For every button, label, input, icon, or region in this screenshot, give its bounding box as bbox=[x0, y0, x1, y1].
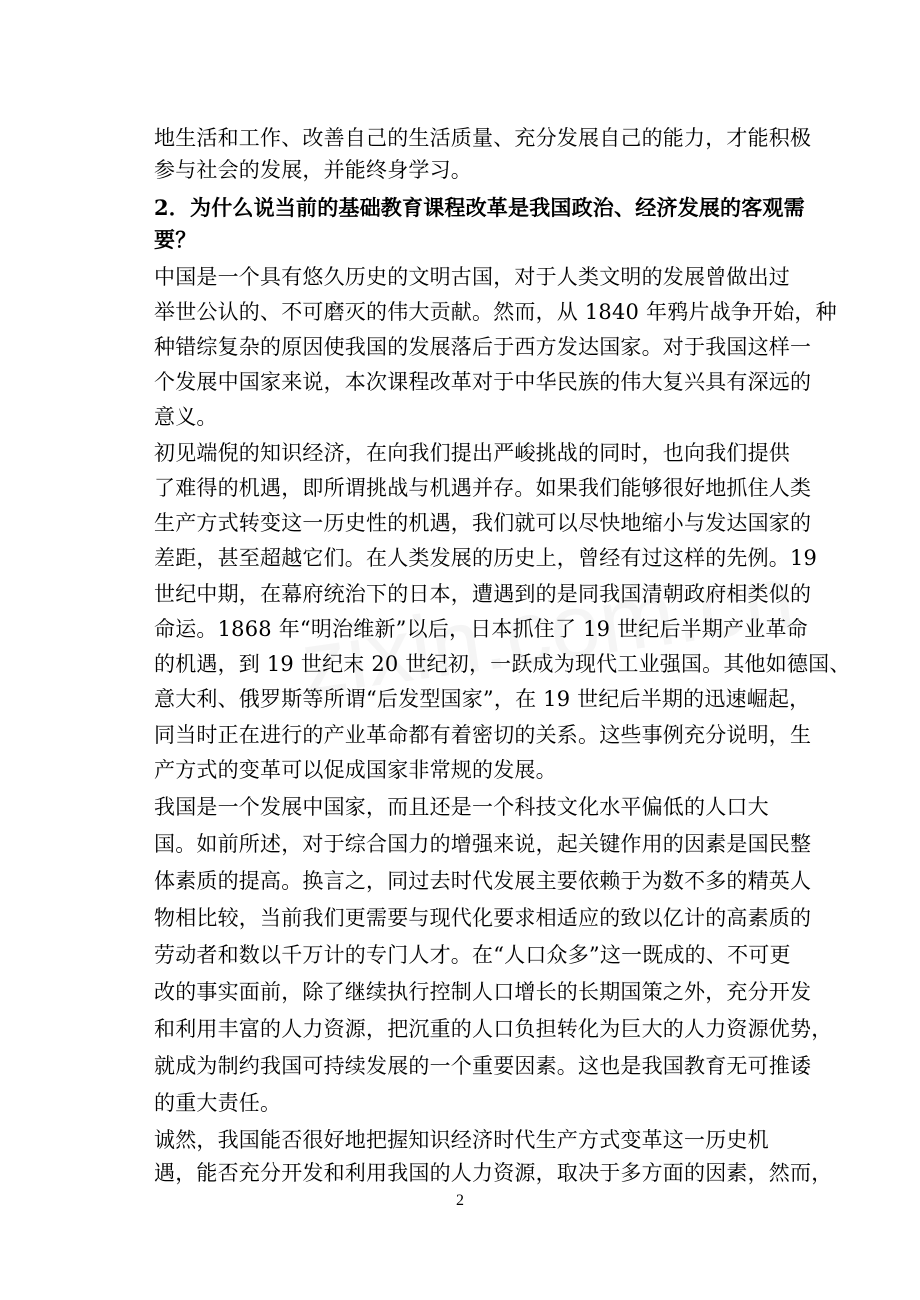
text-line: 劳动者和数以千万计的专门人才。在“人口众多”这一既成的、不可更 bbox=[154, 943, 791, 967]
text-line: 同当时正在进行的产业革命都有着密切的关系。这些事例充分说明，生 bbox=[154, 723, 812, 747]
text-line: 地生活和工作、改善自己的生活质量、充分发展自己的能力，才能积极 bbox=[154, 126, 812, 150]
text-line: 体素质的提高。换言之，同过去时代发展主要依赖于为数不多的精英人 bbox=[154, 869, 812, 893]
text-line: 意义。 bbox=[154, 405, 218, 429]
text-line: 命运。1868 年“明治维新”以后，日本抓住了 19 世纪后半期产业革命 bbox=[154, 617, 808, 641]
text-line: 就成为制约我国可持续发展的一个重要因素。这也是我国教育无可推诿 bbox=[154, 1054, 812, 1078]
text-line: 物相比较，当前我们更需要与现代化要求相适应的致以亿计的高素质的 bbox=[154, 906, 812, 930]
text-line: 中国是一个具有悠久历史的文明古国，对于人类文明的发展曾做出过 bbox=[154, 265, 790, 289]
question-heading-line: 2．为什么说当前的基础教育课程改革是我国政治、经济发展的客观需 bbox=[154, 195, 805, 220]
text-line: 初见端倪的知识经济，在向我们提出严峻挑战的同时，也向我们提供 bbox=[154, 441, 790, 465]
text-line: 和利用丰富的人力资源，把沉重的人口负担转化为巨大的人力资源优势， bbox=[154, 1017, 833, 1041]
text-line: 产方式的变革可以促成国家非常规的发展。 bbox=[154, 758, 557, 782]
text-line: 了难得的机遇，即所谓挑战与机遇并存。如果我们能够很好地抓住人类 bbox=[154, 476, 812, 500]
text-line: 的机遇，到 19 世纪末 20 世纪初，一跃成为现代工业强国。其他如德国、 bbox=[154, 652, 851, 676]
text-line: 我国是一个发展中国家，而且还是一个科技文化水平偏低的人口大 bbox=[154, 795, 769, 819]
text-line: 生产方式转变这一历史性的机遇，我们就可以尽快地缩小与发达国家的 bbox=[154, 511, 812, 535]
question-heading-line: 要？ bbox=[154, 227, 197, 252]
page-number: 2 bbox=[456, 1192, 464, 1209]
text-line: 世纪中期，在幕府统治下的日本，遭遇到的是同我国清朝政府相类似的 bbox=[154, 582, 812, 606]
text-line: 的重大责任。 bbox=[154, 1091, 282, 1115]
text-line: 遇，能否充分开发和利用我国的人力资源，取决于多方面的因素，然而， bbox=[154, 1161, 833, 1185]
text-line: 个发展中国家来说，本次课程改革对于中华民族的伟大复兴具有深远的 bbox=[154, 370, 812, 394]
text-line: 诚然，我国能否很好地把握知识经济时代生产方式变革这一历史机 bbox=[154, 1128, 769, 1152]
text-line: 国。如前所述，对于综合国力的增强来说，起关键作用的因素是国民整 bbox=[154, 832, 812, 856]
text-line: 改的事实面前，除了继续执行控制人口增长的长期国策之外，充分开发 bbox=[154, 980, 812, 1004]
text-line: 种错综复杂的原因使我国的发展落后于西方发达国家。对于我国这样一 bbox=[154, 335, 812, 359]
text-line: 差距，甚至超越它们。在人类发展的历史上，曾经有过这样的先例。19 bbox=[154, 546, 818, 570]
text-line: 参与社会的发展，并能终身学习。 bbox=[154, 158, 472, 182]
text-line: 意大利、俄罗斯等所谓“后发型国家”，在 19 世纪后半期的迅速崛起， bbox=[154, 687, 811, 711]
text-line: 举世公认的、不可磨灭的伟大贡献。然而，从 1840 年鸦片战争开始，种 bbox=[154, 300, 837, 324]
